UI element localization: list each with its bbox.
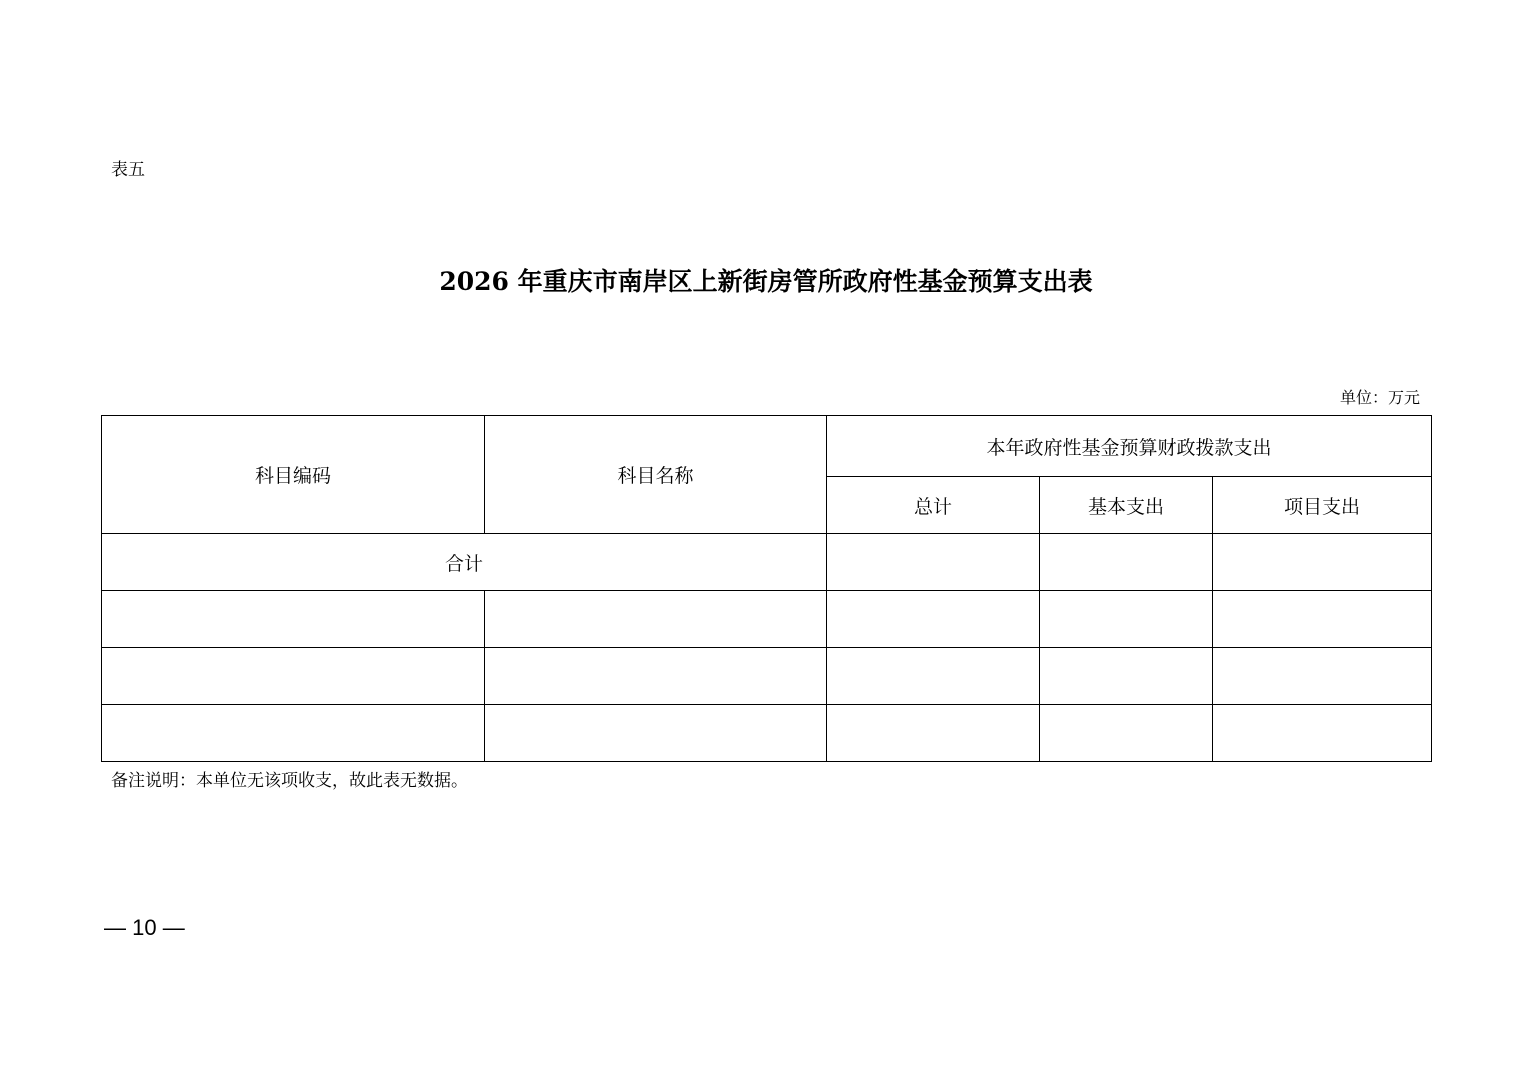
budget-table — [101, 415, 1432, 762]
cell-total — [827, 591, 1040, 648]
header-group-expenditure: 本年政府性基金预算财政拨款支出 — [827, 416, 1432, 477]
cell-basic — [1040, 705, 1213, 762]
header-subject-name: 科目名称 — [485, 416, 827, 534]
cell-project — [1213, 591, 1432, 648]
cell-name — [485, 591, 827, 648]
table-row — [102, 648, 1432, 705]
total-cell-total — [827, 534, 1040, 591]
cell-project — [1213, 648, 1432, 705]
document-title: 2026 年重庆市南岸区上新街房管所政府性基金预算支出表 — [439, 267, 1093, 296]
cell-code — [102, 648, 485, 705]
table-row — [102, 705, 1432, 762]
cell-code — [102, 705, 485, 762]
table-row — [102, 591, 1432, 648]
page-number: — 10 — — [104, 915, 185, 940]
header-basic-expenditure: 基本支出 — [1040, 477, 1213, 534]
cell-name — [485, 648, 827, 705]
unit-label: 单位：万元 — [1339, 388, 1420, 407]
total-row-label: 合计 — [102, 534, 827, 591]
header-total: 总计 — [827, 477, 1040, 534]
cell-total — [827, 648, 1040, 705]
header-row-1 — [102, 416, 1432, 477]
total-cell-basic — [1040, 534, 1213, 591]
header-project-expenditure: 项目支出 — [1213, 477, 1432, 534]
remark-note: 备注说明：本单位无该项收支，故此表无数据。 — [111, 771, 468, 791]
table-number-label: 表五 — [111, 160, 145, 180]
header-subject-code: 科目编码 — [102, 416, 485, 534]
total-row — [102, 534, 1432, 591]
cell-basic — [1040, 648, 1213, 705]
cell-name — [485, 705, 827, 762]
cell-basic — [1040, 591, 1213, 648]
cell-code — [102, 591, 485, 648]
cell-total — [827, 705, 1040, 762]
total-cell-project — [1213, 534, 1432, 591]
cell-project — [1213, 705, 1432, 762]
